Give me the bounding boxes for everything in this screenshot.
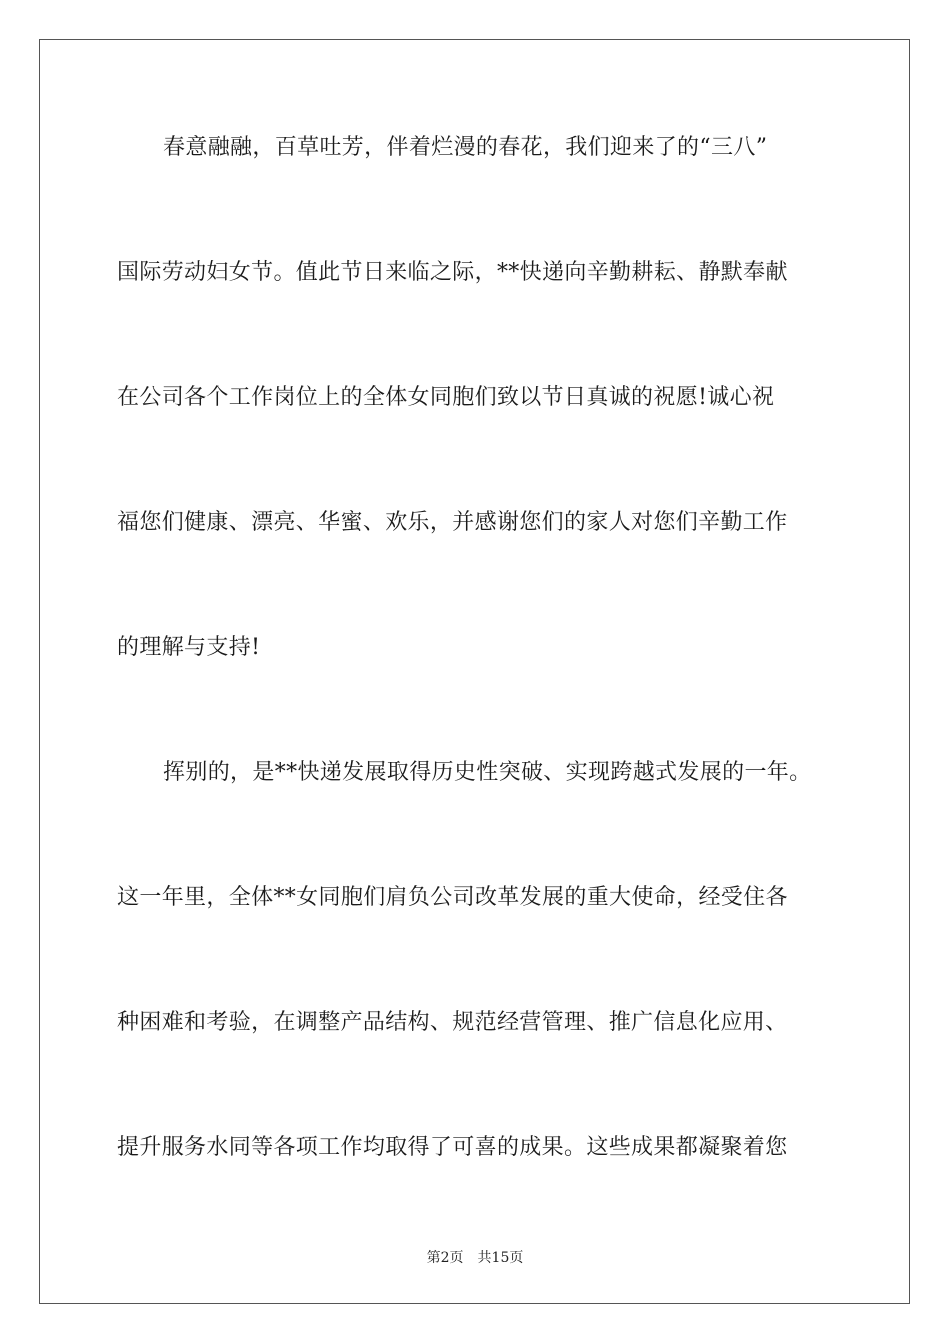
paragraph-1-line-4: 福您们健康、漂亮、华蜜、欢乐，并感谢您们的家人对您们辛勤工作 [117, 510, 788, 535]
paragraph-1-line-3: 在公司各个工作岗位上的全体女同胞们致以节日真诚的祝愿!诚心祝 [117, 385, 775, 410]
page-total: 共15页 [477, 1250, 524, 1266]
paragraph-1-line-2: 国际劳动妇女节。值此节日来临之际，**快递向辛勤耕耘、静默奉献 [117, 260, 788, 285]
paragraph-2-line-4: 提升服务水同等各项工作均取得了可喜的成果。这些成果都凝聚着您 [117, 1135, 788, 1160]
page-footer [0, 1247, 950, 1267]
page-number: 第2页 [426, 1250, 464, 1266]
paragraph-1-line-1: 春意融融，百草吐芳，伴着烂漫的春花，我们迎来了的“三八” [163, 135, 768, 160]
paragraph-2-line-3: 种困难和考验，在调整产品结构、规范经营管理、推广信息化应用、 [117, 1010, 788, 1035]
paragraph-2-line-1: 挥别的，是**快递发展取得历史性突破、实现跨越式发展的一年。 [163, 760, 812, 785]
paragraph-1-line-5: 的理解与支持! [117, 635, 261, 660]
page-border [39, 39, 910, 1304]
paragraph-2-line-2: 这一年里，全体**女同胞们肩负公司改革发展的重大使命，经受住各 [117, 885, 788, 910]
